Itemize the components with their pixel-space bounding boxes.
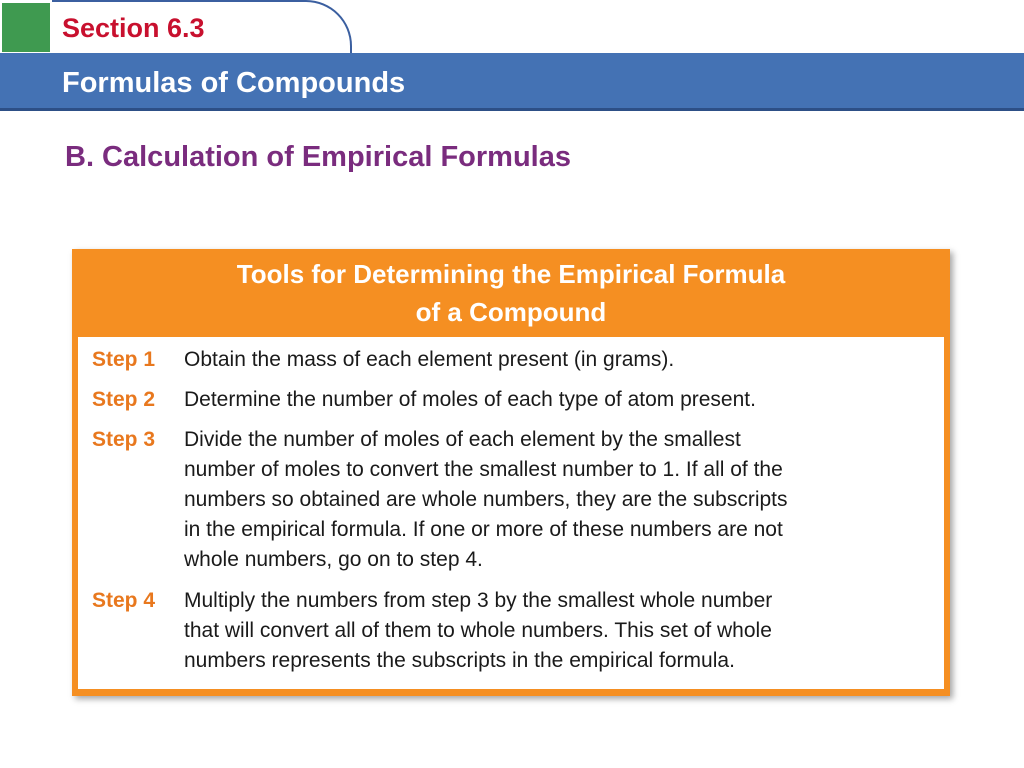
- tools-box-body: [78, 337, 944, 689]
- tools-box-title-line-2: of a Compound: [415, 297, 607, 327]
- step-label: Step 2: [92, 388, 156, 411]
- title-bar-divider: [0, 108, 1024, 111]
- tools-box-title-line-1: Tools for Determining the Empirical Formula: [236, 259, 786, 289]
- section-label: Section 6.3: [62, 13, 205, 43]
- step-text-line: numbers so obtained are whole numbers, they are the subscripts: [184, 488, 788, 511]
- step-label: Step 1: [92, 348, 156, 371]
- step-text: [184, 586, 930, 676]
- step-text: [184, 425, 930, 575]
- step-text: [184, 345, 930, 375]
- step-text: [184, 385, 930, 415]
- step-label: Step 3: [92, 428, 156, 451]
- step-text-line: Obtain the mass of each element present (in grams).: [184, 348, 675, 371]
- chapter-title: Formulas of Compounds: [62, 67, 406, 99]
- tools-box-header: [72, 249, 950, 337]
- tools-box: [72, 249, 950, 696]
- step-text-line: in the empirical formula. If one or more of these numbers are not: [184, 518, 783, 541]
- step-text-line: that will convert all of them to whole numbers. This set of whole: [184, 619, 772, 642]
- step-text-line: Multiply the numbers from step 3 by the smallest whole number: [184, 589, 773, 612]
- step-text-line: numbers represents the subscripts in the empirical formula.: [184, 649, 735, 672]
- step-text-line: Divide the number of moles of each element by the smallest: [184, 428, 741, 451]
- slide-subheading: B. Calculation of Empirical Formulas: [65, 141, 571, 173]
- step-text-line: whole numbers, go on to step 4.: [184, 548, 483, 571]
- section-color-marker: [2, 3, 50, 52]
- step-text-line: number of moles to convert the smallest number to 1. If all of the: [184, 458, 783, 481]
- step-label: Step 4: [92, 589, 156, 612]
- step-text-line: Determine the number of moles of each type of atom present.: [184, 388, 756, 411]
